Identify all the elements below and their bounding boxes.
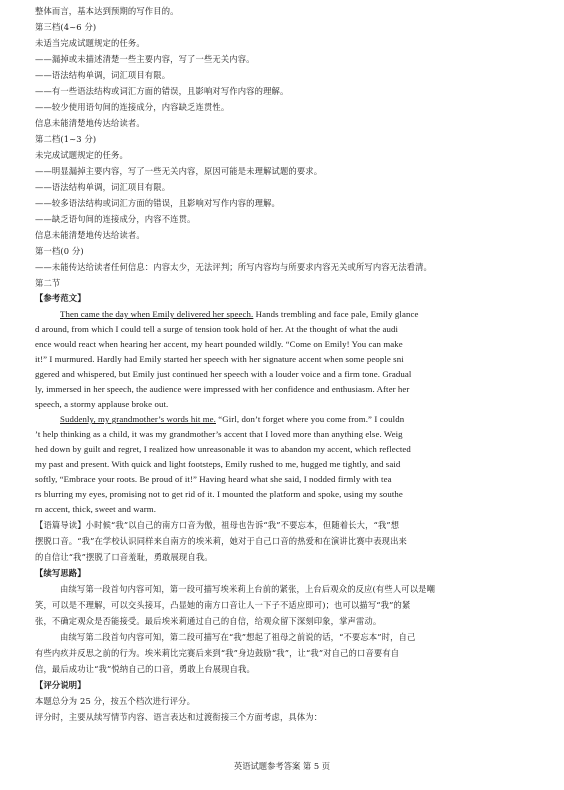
idea-line: 信，最后成功让“我”悦纳自己的口音，勇敢上台展现自我。 (35, 664, 255, 674)
essay-line: rs blurring my eyes, promising not to get rid of it. I mounted the platform and spoke, using my southe (35, 489, 403, 499)
idea-line: 有些内疚并反思之前的行为。埃米莉比完赛后来到“我”身边鼓励“我”，让“我”对自己的口音要有自 (35, 648, 400, 658)
essay-text: “Girl, don’t forget where you come from.” I couldn (215, 414, 405, 424)
essay-line: hed down by guilt and regret, I realized how unreasonable it was to abandon my accent, which reflected (35, 444, 411, 454)
criterion-line: ——语法结构单调，词汇项目有限。 (35, 70, 171, 80)
essay-second-opening-sentence: Suddenly, my grandmother’s words hit me. (60, 414, 216, 424)
criterion-line: ——缺乏语句间的连接成分，内容不连贯。 (35, 214, 196, 224)
text-line: 信息未能清楚地传达给读者。 (35, 118, 145, 128)
essay-line (60, 309, 418, 320)
essay-line: ’t help thinking as a child, it was my grandmother’s accent that I loved more than anything else. Weig (35, 429, 403, 439)
idea-line: 张，不确定观众是否能接受。最后埃米莉通过自己的自信，给观众留下深刻印象，掌声雷动。 (35, 616, 382, 626)
criterion-line: ——漏掉或未描述清楚一些主要内容，写了一些无关内容。 (35, 54, 255, 64)
guide-line: 摆脱口音。“我”在学校认识同样来自南方的埃米莉，她对于自己口音的热爱和在演讲比赛中表现出来 (35, 536, 408, 546)
essay-line: d around, from which I could tell a surge of tension took hold of her. At the thought of what the audi (35, 324, 399, 334)
essay-line: rn accent, thick, sweet and warm. (35, 504, 157, 514)
essay-line: it!” I murmured. Hardly had Emily started her speech with her signature accent when some people sni (35, 354, 404, 364)
essay-line: speech, a stormy applause broke out. (35, 399, 169, 409)
grade-heading: 第一档(0 分) (35, 246, 84, 256)
idea-line: 笑，可以是不理解，可以交头接耳，凸显她的南方口音让人一下子不适应即可)；也可以描写“我”的紧 (35, 600, 411, 610)
criterion-line: ——未能传达给读者任何信息：内容太少，无法评判；所写内容均与所要求内容无关或所写内容无法看清。 (35, 262, 433, 272)
idea-line: 由续写第一段首句内容可知，第一段可描写埃米莉上台前的紧张，上台后观众的反应(有些人可以是嘲 (60, 584, 436, 594)
guide-line: 【语篇导读】小时候“我”以自己的南方口音为傲，祖母也告诉“我”不要忘本，但随着长大，“我”想 (35, 520, 400, 530)
grade-heading: 第二档(1~3 分) (35, 134, 97, 144)
essay-line: ence would react when hearing her accent, my heart pounded wildly. “Come on Emily! You can make (35, 339, 403, 349)
essay-line: ly, immersed in her speech, the audience were impressed with her confidence and enthusiasm. After her (35, 384, 410, 394)
essay-opening-sentence: Then came the day when Emily delivered her speech. (60, 309, 254, 319)
text-line: 信息未能清楚地传达给读者。 (35, 230, 145, 240)
grade-heading: 第三档(4~6 分) (35, 22, 97, 32)
criterion-line: ——有一些语法结构或词汇方面的错误，且影响对写作内容的理解。 (35, 86, 289, 96)
text-line: 未完成试题规定的任务。 (35, 150, 128, 160)
scoring-heading: 【评分说明】 (35, 680, 86, 690)
criterion-line: ——较少使用语句间的连接成分，内容缺乏连贯性。 (35, 102, 230, 112)
reference-essay-heading: 【参考范文】 (35, 293, 86, 303)
criterion-line: ——明显漏掉主要内容，写了一些无关内容，原因可能是未理解试题的要求。 (35, 166, 323, 176)
essay-line (60, 414, 404, 425)
essay-line: softly, “Embrace your roots. Be proud of it!” Having heard what she said, I nodded firmly with tea (35, 474, 392, 484)
essay-line: my past and present. With quick and light footsteps, Emily rushed to me, hugged me tightly, and said (35, 459, 401, 469)
criterion-line: ——语法结构单调，词汇项目有限。 (35, 182, 171, 192)
scoring-line: 评分时，主要从续写情节内容、语言表达和过渡衔接三个方面考虑，具体为： (35, 712, 323, 722)
scoring-line: 本题总分为 25 分，按五个档次进行评分。 (35, 696, 196, 706)
continuation-heading: 【续写思路】 (35, 568, 86, 578)
text-line: 整体而言，基本达到预期的写作目的。 (35, 6, 179, 16)
section-heading: 第二节 (35, 278, 61, 288)
idea-line: 由续写第二段首句内容可知，第二段可描写在“我”想起了祖母之前说的话，“不要忘本”时，自己 (60, 632, 416, 642)
guide-line: 的自信让“我”摆脱了口音羞耻，勇敢展现自我。 (35, 552, 213, 562)
criterion-line: ——较多语法结构或词汇方面的错误，且影响对写作内容的理解。 (35, 198, 280, 208)
essay-text: Hands trembling and face pale, Emily glance (253, 309, 419, 319)
text-line: 未适当完成试题规定的任务。 (35, 38, 145, 48)
essay-line: ggered and whispered, but Emily just continued her speech with a louder voice and a firm tone. Gradual (35, 369, 412, 379)
page-footer: 英语试题参考答案 第 5 页 (233, 761, 331, 771)
